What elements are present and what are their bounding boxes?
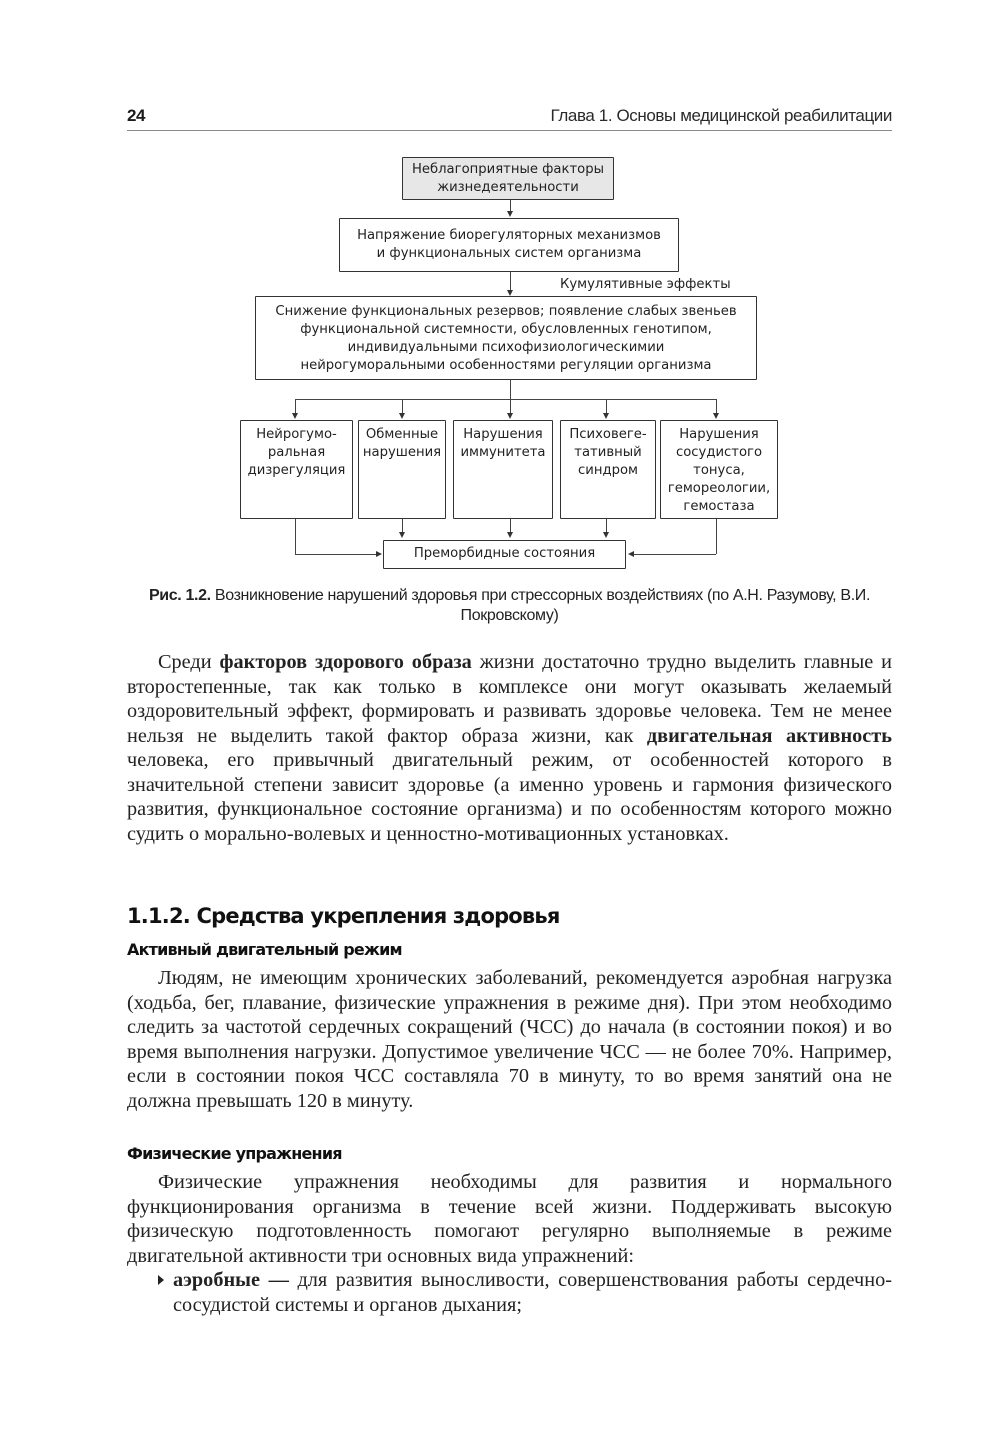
box-line: нейрогуморальными особенностями регуляции организма xyxy=(300,358,712,373)
connector-line xyxy=(606,399,607,413)
box-line: Напряжение биорегуляторных механизмов xyxy=(357,228,661,243)
diagram-box-neurohumoral xyxy=(240,420,353,519)
connector-line xyxy=(606,519,607,533)
paragraph-text: Людям, не имеющим хронических заболеваний, рекомендуется аэробная нагрузка (ходьба, бег, плавание, физические упражнения в режиме дня). При этом необходимо следить за частотой сердечных сокращений (ЧСС) до начала (в состоянии покоя) и во время выполнения нагрузки. Допустимое увеличение ЧСС — не более 70%. Например, если в состоянии покоя ЧСС составляла 70 в минуту, то во время занятий она не должна превышать 120 в минуту. xyxy=(127,967,892,1112)
arrow-down-icon xyxy=(603,532,609,538)
box-line: жизнедеятельности xyxy=(437,180,579,195)
connector-line xyxy=(402,519,403,533)
connector-line xyxy=(402,399,403,413)
figure-caption xyxy=(127,586,892,626)
box-line: функциональной системности, обусловленных генотипом, xyxy=(300,322,712,337)
cumulative-effects-label: Кумулятивные эффекты xyxy=(560,277,731,292)
arrow-down-icon xyxy=(713,413,719,419)
flow-diagram xyxy=(0,0,1000,580)
figure-caption-text: Возникновение нарушений здоровья при стрессорных воздействиях (по А.Н. Разумову, В.И. Покровскому) xyxy=(210,587,871,624)
paragraph-active-mode xyxy=(127,966,892,1113)
arrow-down-icon xyxy=(399,413,405,419)
arrow-down-icon xyxy=(292,413,298,419)
connector-line xyxy=(295,519,296,554)
box-line: гемостаза xyxy=(683,499,755,514)
connector-line xyxy=(510,380,511,400)
arrow-down-icon xyxy=(399,532,405,538)
subheading-active-motor-mode: Активный двигательный режим xyxy=(127,940,402,959)
connector-line xyxy=(716,399,717,413)
paragraph-text: Физические упражнения необходимы для развития и нормального функционирования организма в течение всей жизни. Поддерживать высокую физическую подготовленность помогают регулярно выполняемые в режиме двигательной активности три основных вида упражнений: xyxy=(127,1171,892,1267)
bold-term: двигательная активность xyxy=(646,724,892,747)
text-run: Среди xyxy=(158,651,220,673)
box-line: Нарушения xyxy=(463,427,543,442)
diagram-box-metabolic xyxy=(358,420,446,519)
box-line: Нейрогумо- xyxy=(256,427,337,442)
diagram-box-vascular xyxy=(660,420,778,519)
diagram-box-immunity xyxy=(453,420,553,519)
box-line: тативный xyxy=(574,445,642,460)
connector-line xyxy=(295,554,377,555)
arrow-right-icon xyxy=(376,551,382,557)
connector-line xyxy=(510,399,511,413)
bold-term: аэробные — xyxy=(173,1269,289,1291)
diagram-box-tension xyxy=(339,218,679,272)
text-run: для развития выносливости, совершенствования работы сердечно-сосудистой системы и органов дыхания; xyxy=(173,1269,892,1316)
box-line: Преморбидные состояния xyxy=(413,546,596,561)
list-item-aerobic xyxy=(127,1268,892,1317)
chapter-title: Глава 1. Основы медицинской реабилитации xyxy=(550,106,892,125)
box-line: синдром xyxy=(578,463,638,478)
box-line: тонуса, xyxy=(693,463,745,478)
connector-line xyxy=(634,554,716,555)
arrow-down-icon xyxy=(603,413,609,419)
box-line: дизрегуляция xyxy=(247,463,346,478)
box-line: и функциональных систем организма xyxy=(376,246,642,261)
diagram-box-psychovegetative xyxy=(560,420,656,519)
box-line: Снижение функциональных резервов; появление слабых звеньев xyxy=(275,304,737,319)
diagram-box-premorbid xyxy=(383,540,626,569)
arrow-down-icon xyxy=(507,532,513,538)
connector-line xyxy=(295,399,296,413)
connector-line xyxy=(510,272,511,291)
box-line: сосудистого xyxy=(675,445,763,460)
subheading-physical-exercises: Физические упражнения xyxy=(127,1144,342,1163)
figure-label: Рис. 1.2. xyxy=(148,587,211,604)
box-line: индивидуальными психофизиологическимии xyxy=(347,340,665,355)
arrow-down-icon xyxy=(507,413,513,419)
arrow-down-icon xyxy=(507,211,513,217)
arrow-left-icon xyxy=(628,551,634,557)
box-line: нарушения xyxy=(362,445,442,460)
box-line: Нарушения xyxy=(679,427,759,442)
list-item-text xyxy=(127,1268,892,1317)
connector-line xyxy=(510,519,511,533)
paragraph-lifestyle-factors xyxy=(127,650,892,846)
section-heading: 1.1.2. Средства укрепления здоровья xyxy=(127,904,560,928)
connector-line xyxy=(295,399,717,400)
text-run: человека, его привычный двигательный режим, от особенностей которого в значительной степени зависит здоровье (а именно уровень и гармония физического развития, функциональное состояние организма) и по особенностям которого можно судить о морально-волевых и ценностно-мотивационных установках. xyxy=(127,749,892,845)
page-number: 24 xyxy=(127,106,146,125)
box-line: Неблагоприятные факторы xyxy=(411,162,605,177)
diagram-box-reserves xyxy=(255,296,757,380)
box-line: иммунитета xyxy=(460,445,546,460)
triangle-bullet-icon xyxy=(158,1275,164,1285)
box-line: Психовеге- xyxy=(569,427,647,442)
box-line: гемореологии, xyxy=(667,481,771,496)
bold-term: факторов здорового образа xyxy=(219,651,472,673)
box-line: ральная xyxy=(267,445,326,460)
connector-line xyxy=(716,519,717,554)
text-run: жизни достаточно трудно выделить главные и второстепенные, так как только в комплексе они могут оказывать желаемый оздоровительный эффект, формировать и развивать здоровье человека. Тем не менее нельзя не выделить такой фактор образа жизни, как xyxy=(127,651,892,747)
box-line: Обменные xyxy=(365,427,439,442)
paragraph-physical-exercises xyxy=(127,1170,892,1268)
diagram-box-adverse-factors xyxy=(402,157,614,200)
